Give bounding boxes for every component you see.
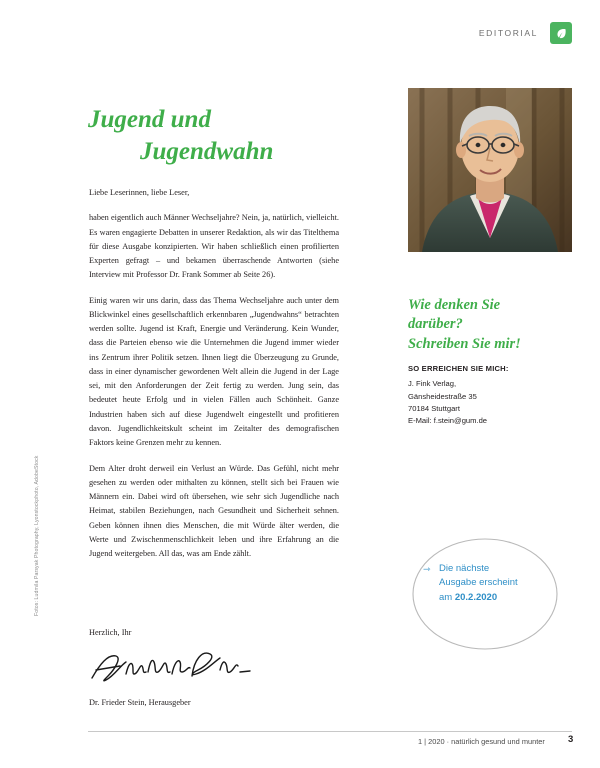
author-portrait [408, 88, 572, 252]
leaf-icon [550, 22, 572, 44]
contact-title: SO ERREICHEN SIE MICH: [408, 364, 509, 373]
paragraph-3: Dem Alter droht derweil ein Verlust an Würde. Das Gefühl, nicht mehr gesehen zu werden oder mithalten zu können, stellt sich bei Frauen wie Männern ein. Dabei wird oft übersehen, wie sehr sich Jugendliche nach Heimat, stabilen Beziehungen, nach Gesundheit und Sicherheit sehnen. Geben können ihnen dies Menschen, die mit Würde älter werden, die Werte und Zwischenmenschlichkeit leben und ihre Erfahrung an die Jugend weitergeben. All das, was am Ende zählt. [89, 463, 339, 559]
photo-credit: Fotos: Ludmila Parsyak Photography, Lyonstockphoto, AdobeStock [34, 455, 40, 616]
contact-line-city: 70184 Stuttgart [408, 403, 460, 413]
headline-line-2: Jugendwahn [140, 137, 274, 165]
signature-caption: Dr. Frieder Stein, Herausgeber [89, 698, 191, 707]
signature-image [86, 644, 256, 692]
header-section-label: EDITORIAL [478, 28, 538, 38]
next-issue-teaser [409, 534, 561, 654]
page-header [479, 22, 572, 44]
contact-block [408, 363, 583, 427]
next-issue-text [439, 562, 544, 605]
paragraph-1: haben eigentlich auch Männer Wechseljahre? Nein, ja, natürlich, vielleicht. Es waren engagierte Debatten in unserer Redaktion, als wir das Titelthema für diese Ausgabe konzipierten. Wir haben schließlich einen profilierten Experten gefragt – und bekamen überraschende Antworten (siehe Interview mit Professor Dr. Frank Sommer ab Seite 26). [89, 213, 339, 280]
contact-line-email[interactable]: E-Mail: f.stein@gum.de [408, 416, 488, 426]
feedback-heading-line-3: Schreiben Sie mir! [408, 335, 521, 352]
teaser-date: 20.2.2020 [454, 591, 498, 603]
signoff-text: Herzlich, Ihr [89, 628, 132, 637]
paragraph-2: Einig waren wir uns darin, dass das Thema Wechseljahre auch unter dem Blickwinkel eines gesellschaftlich erkennbaren „Jugendwahns“ betrachten werden sollte. Jugend ist Kraft, Energie und Veränderung. Kein Wunder, dass die Parteien ebenso wie die Unternehmen die Jugend immer wieder ins Zentrum ihrer Politik setzen. Ihnen liegt die Überzeugung zu Grunde, dass in einer dynamischer gewordenen Welt allein die Jugend in der Lage sei, mit den Anforderungen der Zeit fertig zu werden. Jung sein, das bedeutet heute Erfolg und in vielen Fällen auch Schönheit. Ganze Industrien haben sich auf diese Jugendwelt eingestellt und profitieren davon. Jugendlichkeitskult scheint im Zeitalter des demografischen Faktors keine Grenzen mehr zu kennen. [89, 295, 339, 448]
teaser-line-1: Die nächste [439, 563, 490, 574]
page-number: 3 [568, 734, 574, 745]
feedback-heading-line-1: Wie denken Sie [408, 297, 501, 313]
teaser-line-2: Ausgabe erscheint [439, 577, 518, 589]
footer-issue-text: 1 | 2020 · natürlich gesund und munter [418, 737, 545, 746]
contact-line-street: Gänsheidestraße 35 [408, 391, 477, 401]
contact-line-publisher: J. Fink Verlag, [408, 379, 457, 389]
page-title [88, 104, 388, 167]
headline-line-1: Jugend und [88, 106, 211, 133]
reader-feedback-heading [408, 296, 578, 354]
arrow-right-icon: ⇾ [423, 564, 431, 574]
salutation: Liebe Leserinnen, liebe Leser, [89, 188, 190, 197]
feedback-heading-line-2: darüber? [408, 316, 463, 333]
teaser-line-3: am [439, 591, 453, 603]
editorial-body [89, 186, 339, 574]
footer-divider [88, 731, 572, 732]
